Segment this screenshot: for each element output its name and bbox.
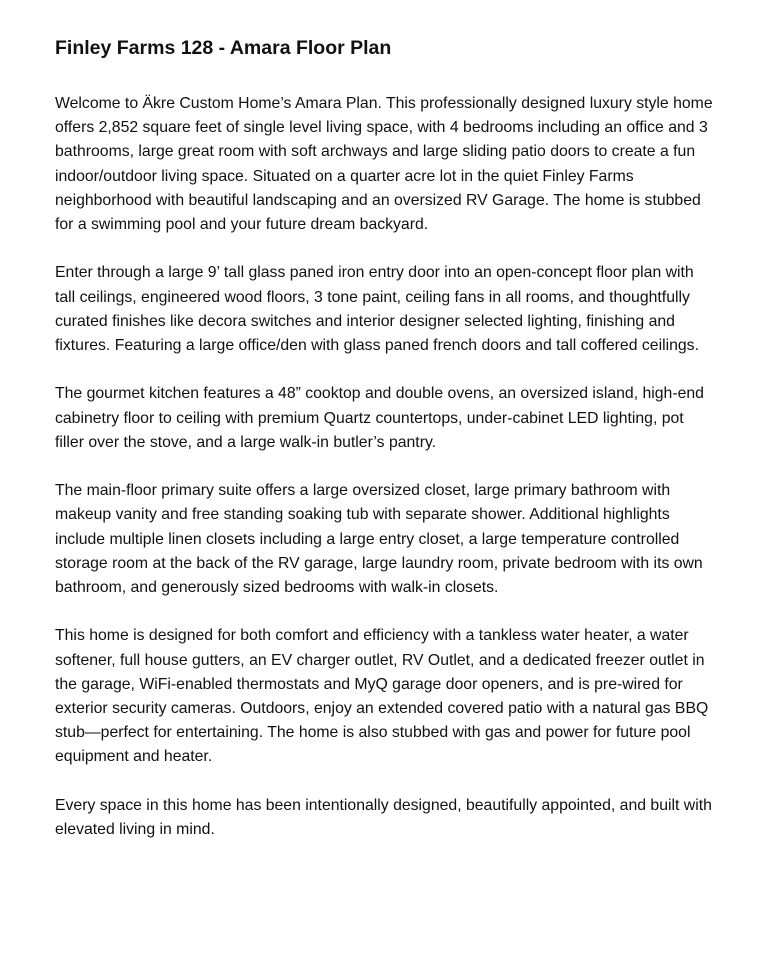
paragraph-entry: Enter through a large 9’ tall glass paned iron entry door into an open-concept floor plan with tall ceilings, engineered wood floors, 3 tone paint, ceiling fans in all rooms, and thoughtfully curated finishes like decora switches and interior designer selected lighting, finishing and fixtures. Featuring a large office/den with glass paned french doors and tall coffered ceilings. bbox=[55, 264, 699, 355]
paragraph-closing: Every space in this home has been intentionally designed, beautifully appointed, and built with elevated living in mind. bbox=[55, 796, 712, 839]
paragraph-efficiency: This home is designed for both comfort and efficiency with a tankless water heater, a water softener, full house gutters, an EV charger outlet, RV Outlet, and a dedicated freezer outlet in the garage, WiFi-enabled thermostats and MyQ garage door openers, and is pre-wired for exterior security cameras. Outdoors, enjoy an extended covered patio with a natural gas BBQ stub—perfect for entertaining. The home is also stubbed with gas and power for future pool equipment and heater. bbox=[55, 627, 709, 766]
paragraph-primary-suite: The main-floor primary suite offers a large oversized closet, large primary bathroom with makeup vanity and free standing soaking tub with separate shower. Additional highlights include multiple linen closets including a large entry closet, a large temperature controlled storage room at the back of the RV garage, large laundry room, private bedroom with its own bathroom, and generously sized bedrooms with walk-in closets. bbox=[55, 482, 703, 597]
page-title: Finley Farms 128 - Amara Floor Plan bbox=[55, 37, 392, 59]
document-page bbox=[55, 36, 715, 866]
paragraph-welcome: Welcome to Äkre Custom Home’s Amara Plan. This professionally designed luxury style home offers 2,852 square feet of single level living space, with 4 bedrooms including an office and 3 bathrooms, large great room with soft archways and large sliding patio doors to create a fun indoor/outdoor living space. Situated on a quarter acre lot in the quiet Finley Farms neighborhood with beautiful landscaping and an oversized RV Garage. The home is stubbed for a swimming pool and your future dream backyard. bbox=[55, 95, 713, 234]
paragraph-kitchen: The gourmet kitchen features a 48” cooktop and double ovens, an oversized island, high-end cabinetry floor to ceiling with premium Quartz countertops, under-cabinet LED lighting, pot filler over the stove, and a large walk-in butler’s pantry. bbox=[55, 385, 704, 451]
